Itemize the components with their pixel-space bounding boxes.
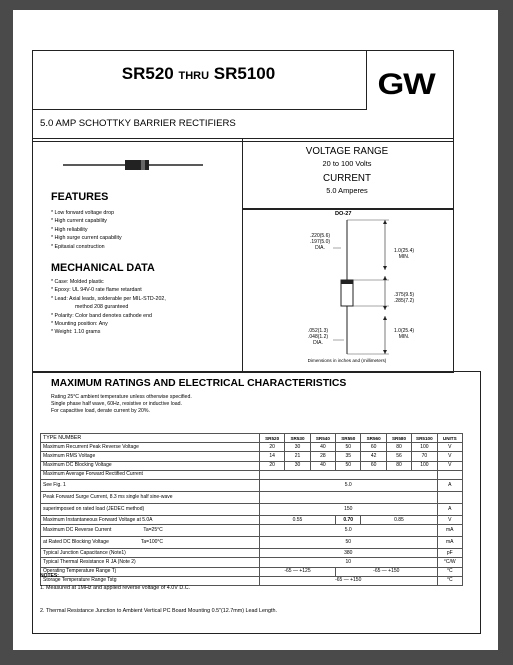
table-cell: 30 — [285, 443, 310, 452]
table-row — [41, 567, 463, 576]
dim-lead-bottom — [394, 328, 414, 340]
table-cell: mA — [437, 525, 462, 537]
voltage-range-label: VOLTAGE RANGE — [305, 146, 389, 157]
table-cell: superimposed on rated load (JEDEC method) — [41, 503, 260, 515]
table-cell: 70 — [412, 452, 437, 461]
ratings-table — [40, 433, 463, 586]
table-cell: -65 — +125 — [259, 567, 335, 576]
table-row — [41, 503, 463, 515]
table-row — [41, 443, 463, 452]
table-cell: 50 — [259, 537, 437, 549]
table-cell: 100 — [412, 461, 437, 470]
list-item: * Epitaxial construction — [51, 243, 105, 250]
list-item: * Polarity: Color band denotes cathode end — [51, 312, 153, 319]
table-cell: Maximum Recurrent Peak Reverse Voltage — [41, 443, 260, 452]
table-row — [41, 525, 463, 537]
table-cell: 0.55 — [259, 515, 335, 524]
dim-body-dia — [310, 233, 330, 251]
package-label: DO-27 — [335, 211, 352, 217]
dim-text: .197(5.0) — [310, 239, 331, 245]
dim-text: .285(7.2) — [394, 298, 415, 304]
table-cell-text: Maximum DC Reverse Current — [43, 527, 112, 534]
table-cell: 21 — [285, 452, 310, 461]
title-part-a: SR520 — [121, 64, 174, 83]
table-cell-text: at Rated DC Blocking Voltage — [43, 539, 109, 546]
table-cell: 100 — [412, 443, 437, 452]
diode-package-icon — [63, 158, 203, 172]
table-cell: pF — [437, 549, 462, 558]
list-item: * Low forward voltage drop — [51, 210, 115, 216]
table-cell: 60 — [361, 461, 386, 470]
table-cell: 0.70 — [336, 515, 361, 524]
dim-text: DIA. — [315, 245, 325, 251]
table-cell — [437, 491, 462, 503]
table-header-cell: SR5100 — [412, 434, 437, 443]
table-cell — [259, 491, 437, 503]
dim-text: .220(5.6) — [310, 233, 331, 239]
table-cell — [41, 525, 260, 537]
datasheet-page — [13, 10, 498, 650]
table-header-cell: UNITS — [437, 434, 462, 443]
table-header-cell: SR560 — [361, 434, 386, 443]
table-row — [41, 515, 463, 524]
table-header-cell: SR520 — [259, 434, 284, 443]
dim-body-length — [394, 292, 414, 304]
table-row — [41, 576, 463, 585]
table-cell: 50 — [336, 443, 361, 452]
brand-logo: GW — [377, 68, 435, 101]
dim-text: .048(1.2) — [308, 334, 329, 340]
mechanical-heading: MECHANICAL DATA — [51, 262, 155, 274]
table-row — [41, 470, 463, 479]
table-cell: °C — [437, 567, 462, 576]
table-cell: 50 — [336, 461, 361, 470]
table-cell: 14 — [259, 452, 284, 461]
table-cell: Peak Forward Surge Current, 8.3 ms single half sine-wave — [41, 491, 260, 503]
list-item: method 208 guranteed — [75, 304, 129, 311]
max-ratings-heading: MAXIMUM RATINGS AND ELECTRICAL CHARACTERISTICS — [51, 378, 347, 389]
table-cell: 40 — [310, 443, 335, 452]
table-cell: 5.0 — [259, 525, 437, 537]
table-cell: Typical Junction Capacitance (Note1) — [41, 549, 260, 558]
table-cell: 40 — [310, 461, 335, 470]
table-row — [41, 491, 463, 503]
table-header-cell: SR540 — [310, 434, 335, 443]
table-cell: V — [437, 452, 462, 461]
table-cell-condition: Ta=25°C — [143, 527, 163, 534]
list-item: * High surge current capability — [51, 235, 122, 242]
table-cell: V — [437, 515, 462, 524]
table-cell: °C — [437, 576, 462, 585]
mechanical-list — [51, 278, 166, 337]
table-header-cell: SR580 — [386, 434, 411, 443]
table-row — [41, 461, 463, 470]
table-cell: Maximum RMS Voltage — [41, 452, 260, 461]
list-item: * Mounting position: Any — [51, 321, 108, 328]
list-item: * Epoxy: UL 94V-0 rate flame retardant — [51, 287, 142, 294]
dim-lead-dia — [308, 328, 328, 346]
table-cell: -65 — +150 — [336, 567, 438, 576]
dim-text: .052(1.3) — [308, 328, 329, 334]
table-cell: 150 — [259, 503, 437, 515]
table-cell: mA — [437, 537, 462, 549]
table-cell: Maximum Instantaneous Forward Voltage at 5.0A — [41, 515, 260, 524]
table-cell: 380 — [259, 549, 437, 558]
condition-text: Single phase half wave, 60Hz, resistive or inductive load. — [51, 400, 182, 407]
table-cell: 56 — [386, 452, 411, 461]
dimension-note: Dimensions in inches and (millimeters) — [307, 358, 387, 363]
rating-conditions — [51, 394, 192, 414]
table-header-cell: SR530 — [285, 434, 310, 443]
list-item: * Weight: 1.10 grams — [51, 329, 101, 336]
table-cell: 80 — [386, 461, 411, 470]
table-cell: 80 — [386, 443, 411, 452]
table-cell: Storage Temperature Range Tstg — [41, 576, 260, 585]
current-value: 5.0 Amperes — [326, 186, 368, 195]
page-title — [32, 64, 365, 84]
table-cell-condition: Ta=100°C — [140, 539, 164, 546]
title-thru: THRU — [178, 70, 210, 82]
table-cell: 0.85 — [361, 515, 437, 524]
table-cell: 30 — [285, 461, 310, 470]
condition-text: For capacitive load, derate current by 20%. — [51, 407, 150, 414]
dim-text: 1.0(25.4) — [394, 248, 415, 254]
table-cell: 42 — [361, 452, 386, 461]
table-cell: 5.0 — [259, 479, 437, 491]
dim-text: 1.0(25.4) — [394, 328, 415, 334]
notes-heading: NOTES: — [40, 573, 59, 579]
table-cell: 60 — [361, 443, 386, 452]
table-cell: Maximum DC Blocking Voltage — [41, 461, 260, 470]
table-header-row — [41, 434, 463, 443]
table-header-cell: SR550 — [336, 434, 361, 443]
list-item: * High current capability — [51, 218, 107, 225]
table-row — [41, 549, 463, 558]
table-row — [41, 452, 463, 461]
dim-text: MIN. — [398, 254, 410, 260]
list-item: * High reliability — [51, 226, 88, 233]
table-cell: 28 — [310, 452, 335, 461]
table-row — [41, 558, 463, 567]
features-heading: FEATURES — [51, 191, 109, 203]
table-header-cell: TYPE NUMBER — [41, 434, 260, 443]
dim-text: .375(9.5) — [394, 292, 415, 298]
current-label: CURRENT — [323, 173, 371, 184]
title-part-b: SR5100 — [213, 64, 276, 83]
voltage-range-value: 20 to 100 Volts — [322, 159, 372, 168]
table-cell: 20 — [259, 461, 284, 470]
page-subtitle: 5.0 AMP SCHOTTKY BARRIER RECTIFIERS — [40, 118, 236, 129]
table-cell: V — [437, 461, 462, 470]
dim-text: DIA. — [313, 340, 323, 346]
list-item: * Lead: Axial leads, solderable per MIL-STD-202, — [51, 295, 166, 302]
table-cell: -65 — +150 — [259, 576, 437, 585]
features-list — [51, 209, 122, 251]
table-row — [41, 479, 463, 491]
table-cell: Maximum Average Forward Rectified Current — [41, 470, 260, 479]
table-row — [41, 537, 463, 549]
table-cell: See Fig. 1 — [41, 479, 260, 491]
table-cell: A — [437, 503, 462, 515]
table-cell: 20 — [259, 443, 284, 452]
dim-text: MIN. — [398, 334, 410, 340]
dim-lead-top — [394, 248, 414, 260]
table-cell: °C/W — [437, 558, 462, 567]
note-1: 1. Measured at 1MHz and applied reverse voltage of 4.0V D.C. — [40, 585, 191, 591]
note-2: 2. Thermal Resistance Junction to Ambient Vertical PC Board Mounting 0.5"(12.7mm) Lead Length. — [40, 608, 278, 614]
table-cell: Operating Temperature Range Tj — [41, 567, 260, 576]
table-cell — [437, 470, 462, 479]
table-cell: Typical Thermal Resistance R JA (Note 2) — [41, 558, 260, 567]
list-item: * Case: Molded plastic — [51, 279, 104, 285]
table-cell: 35 — [336, 452, 361, 461]
table-cell: V — [437, 443, 462, 452]
table-cell: A — [437, 479, 462, 491]
table-cell — [41, 537, 260, 549]
table-cell — [259, 470, 437, 479]
condition-text: Rating 25°C ambient temperature unless otherwise specified. — [51, 394, 192, 400]
table-cell: 10 — [259, 558, 437, 567]
